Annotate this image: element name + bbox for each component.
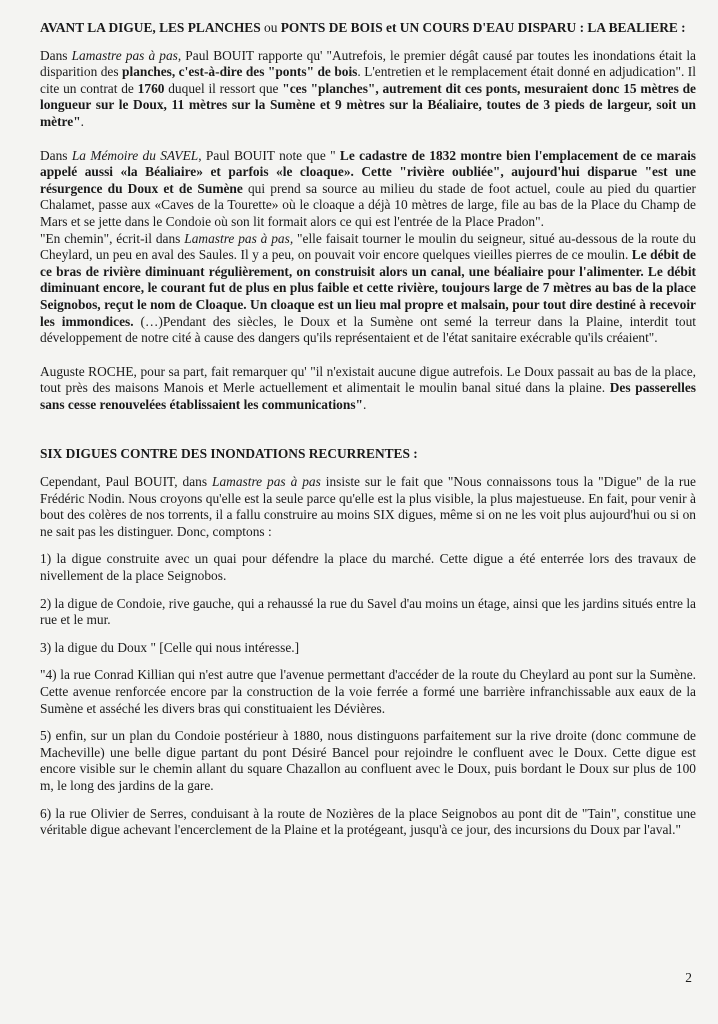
text-run: Lamastre pas à pas (71, 47, 178, 63)
text-run: "elle faisait tourner le moulin du seigneur, situé au-dessous de la route du Cheylard, un peu en aval des Saules. Il y a peu, on pouvait voir encore quelques vieilles pierres de ce moulin. (40, 230, 696, 263)
paragraph-six-digues (40, 474, 696, 540)
text-run: . (362, 396, 367, 412)
paragraph-planches (40, 48, 696, 131)
list-item-digue-5: 5) enfin, sur un plan du Condoie postérieur à 1880, nous distinguons parfaitement sur la rive droite (donc commune de Macheville) une belle digue partant du pont Désiré Bancel pour rejoindre le confluent avec le Doux. Cette digue est encore visible sur le chemin allant du square Chazallon au confluent avec le Doux, puis bordant le Doux sur plus de 100 m, le long des jardins de la gare. (40, 728, 696, 793)
list-item-digue-1: 1) la digue construite avec un quai pour défendre la place du marché. Cette digue a été enterrée lors des travaux de nivellement de la place Seignobos. (40, 551, 696, 584)
section-heading-2: SIX DIGUES CONTRE DES INONDATIONS RECURRENTES : (40, 446, 418, 462)
text-run: planches, c'est-à-dire des "ponts" de bois (122, 64, 358, 80)
text-run: , Paul BOUIT note que " (198, 147, 340, 163)
heading-text: AVANT LA DIGUE, LES PLANCHES (40, 20, 264, 35)
text-run: Dans (40, 147, 72, 163)
paragraph-auguste-roche (40, 364, 696, 414)
list-item-digue-4: "4) la rue Conrad Killian qui n'est autre que l'avenue permettant d'accéder de la route du Cheylard au pont sur la Sumène. Cette avenue renforcée encore par la construction de la voie ferrée a formé une barrière infranchissable aux eaux de la Sumène et asséché les divers bras qui constituaient les Dévières. (40, 667, 696, 716)
text-run: Lamastre pas à pas (212, 474, 321, 490)
text-run: , Paul BOUIT rapporte qu' "Autrefois, le premier dégât causé par toutes les inondations était la disparition des (40, 47, 696, 80)
paragraph-en-chemin (40, 231, 696, 347)
text-run: Auguste ROCHE, pour sa part, fait remarquer qu' "il n'existait aucune digue autrefois. Le Doux passait au bas de la place, tout près des maisons Manois et Merle actuellement et alimentait le moulin banal situé dans la plaine. (40, 363, 696, 396)
text-run: insiste sur le fait que "Nous connaissons tous la "Digue" de la rue Frédéric Nodin. Nous croyons qu'elle est la seule parce qu'elle est la plus visible, la plus majestueuse. En fait, pour venir à bout des colères de nos torrents, il a fallu construire au moins SIX digues, même si on ne les voit plus aujourd'hui ou si on ne sait pas les distinguer. Donc, comptons : (40, 474, 696, 539)
list-item-digue-6: 6) la rue Olivier de Serres, conduisant à la route de Nozières de la place Seignobos au pont dit de "Tain", constitue une véritable digue achevant l'encerclement de la Plaine et la protégeant, jusqu'à ce jour, des incursions du Doux par l'aval." (40, 805, 696, 838)
list-item-digue-2: 2) la digue de Condoie, rive gauche, qui a rehaussé la rue du Savel d'au moins un étage, ainsi que les jardins situés entre la rue et le mur. (40, 595, 696, 628)
heading-text: ou (264, 20, 278, 35)
text-run: La Mémoire du SAVEL (71, 147, 199, 163)
text-run: (…)Pendant des siècles, le Doux et la Sumène ont semé la terreur dans la Plaine, interdit tout développement de notre cité à cause des dangers qu'ils représentaient et de l'état sanitaire exécrable qu'ils créaient". (40, 313, 697, 346)
text-run: Cependant, Paul BOUIT, dans (40, 474, 212, 490)
text-run: "En chemin", écrit-il dans (40, 230, 185, 246)
text-run: "ces "planches", autrement dit ces ponts, mesuraient donc 15 mètres de longueur sur le Doux, 11 mètres sur la Sumène et 9 mètres sur la Béaliaire, toutes de 3 pieds de largeur, soit un mètre" (40, 80, 696, 129)
paragraph-memoire-savel (40, 148, 696, 231)
text-run: . L'entretien et le remplacement était donné en adjudication". Il cite un contrat de (40, 64, 696, 96)
text-run: Le débit de ce bras de rivière diminuant régulièrement, on construisit alors un canal, une béaliaire pour l'alimenter. Le débit diminuant encore, le courant fut de plus en plus faible et cette rivière, toujours large de 7 mètres au bas de la place Seignobos, reçut le nom de Cloaque. Un cloaque est un lieu mal propre et malsain, pour tout dire destiné à recevoir les immondices. (40, 247, 696, 329)
heading-text: PONTS DE BOIS et UN COURS D'EAU DISPARU : LA BEALIERE : (277, 20, 686, 35)
text-run: qui prend sa source au milieu du stade de foot actuel, coule au pied du quartier Chalamet, passe aux «Caves de la Tourette» où le cloaque a déjà 10 mètres de large, file au bas de la Place du Champ de Mars et se jette dans le Condoie où son lit formait alors ce qui est l'entrée de la Place Pradon". (40, 180, 697, 229)
text-run: duquel il ressort que (164, 80, 283, 96)
page-number: 2 (685, 970, 692, 985)
list-item-digue-3: 3) la digue du Doux " [Celle qui nous intéresse.] (40, 639, 300, 655)
text-run: Lamastre pas à pas, (184, 230, 294, 246)
text-run: Le cadastre de 1832 montre bien l'emplacement de ce marais appelé aussi «la Béaliaire» et parfois «le cloaque». Cette "rivière oubliée", aujourd'hui disparue "est une résurgence du Doux et de Sumène (40, 147, 696, 196)
text-run: . (80, 113, 84, 129)
text-run: 1760 (137, 80, 165, 96)
section-heading-1 (40, 20, 696, 37)
text-run: Des passerelles sans cesse renouvelées établissaient les communications" (40, 380, 697, 412)
text-run: Dans (40, 47, 72, 63)
